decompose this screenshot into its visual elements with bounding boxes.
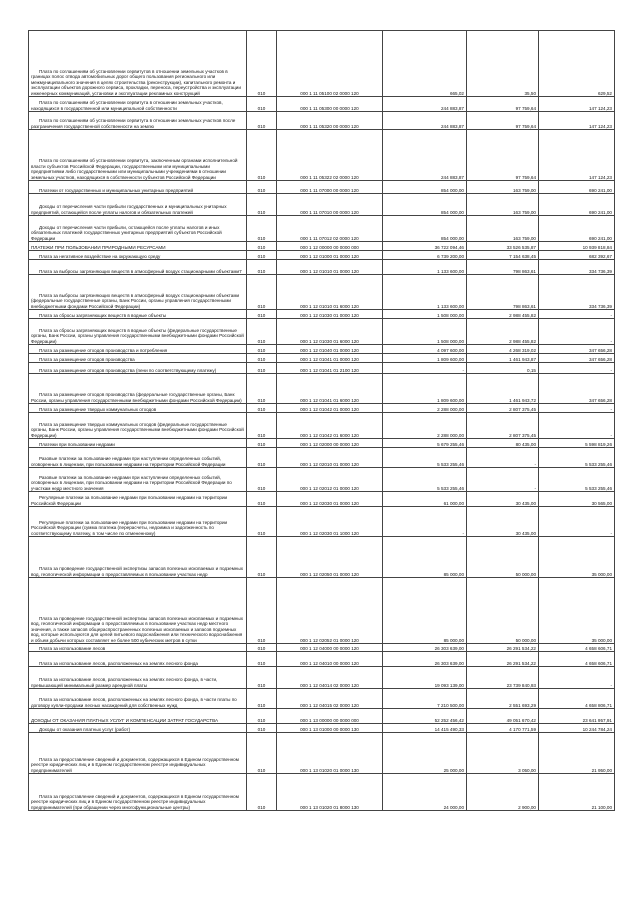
row-rest: 147 124,23 (539, 112, 615, 130)
row-plan: 244 883,87 (383, 130, 467, 181)
row-code: 010 (247, 374, 277, 404)
row-exec: 30 435,00 (467, 492, 539, 507)
table-row (29, 363, 615, 374)
row-exec: 1 461 943,72 (467, 374, 539, 404)
row-name: Плата за размещение твердых коммунальных отходов (федеральные государственные органы, Банк России, органы управления государственными внебюджетными фондами Российской Федерации) (29, 413, 247, 439)
table-row (29, 251, 615, 260)
row-name: Доходы от перечисления части прибыли, остающейся после уплаты налогов и иных обязательных платежей государственных унитарных предприятий субъектов Российской Федерации (29, 216, 247, 242)
row-code: 010 (247, 448, 277, 468)
table-row (29, 216, 615, 242)
table-row (29, 275, 615, 310)
row-kbk: 000 1 11 05322 02 0000 120 (277, 130, 383, 181)
row-kbk: 000 1 12 02030 01 0000 120 (277, 492, 383, 507)
row-code: 010 (247, 774, 277, 811)
row-name: Разовые платежи за пользование недрами при наступлении определенных событий, оговоренных в лицензии, при пользовании недрами на территории Российской Федерации по участкам недр местного значения (29, 468, 247, 492)
row-exec: 23 739 840,93 (467, 667, 539, 689)
row-rest: 21 100,00 (539, 774, 615, 811)
row-rest: 23 641 957,91 (539, 709, 615, 724)
row-plan: 2 288 000,00 (383, 413, 467, 439)
row-name: Плата по соглашениям об установлении сервитута, заключенным органами исполнительной власти субъектов Российской Федерации, государственными или муниципальными предприятиями либо государственными или муниципальными учреждениями в отношении земельных участков, находящихся в собственности субъектов Российской Федерации (29, 130, 247, 181)
row-exec: 0,15 (467, 363, 539, 374)
row-name: Плата за выбросы загрязняющих веществ в атмосферный воздух стационарными объектами7 (29, 260, 247, 275)
row-plan: 6 739 200,00 (383, 251, 467, 260)
row-code: 010 (247, 404, 277, 413)
row-exec: 2 807 375,45 (467, 404, 539, 413)
table-row (29, 242, 615, 251)
row-plan: 1 508 000,00 (383, 319, 467, 345)
row-rest: - (539, 413, 615, 439)
row-kbk: 000 1 12 01041 01 6000 120 (277, 374, 383, 404)
row-code: 010 (247, 709, 277, 724)
row-name: Плата за проведение государственной экспертизы запасов полезных ископаемых и подземных вод, геологической информации о предоставляемых в пользование участках недр местного значения, а также запасов общераспространенных полезных ископаемых и запасов подземных вод, которые используются для целей питьевого водоснабжения или технического водоснабжения и объем добычи которых составляет не более 500 кубических метров в сутки (29, 578, 247, 644)
row-rest: - (539, 363, 615, 374)
row-code: 010 (247, 413, 277, 439)
row-exec: 798 863,61 (467, 260, 539, 275)
table-row (29, 578, 615, 644)
row-plan: 1 809 600,00 (383, 374, 467, 404)
row-name: Регулярные платежи за пользование недрами при пользовании недрами на территории Российской Федерации (29, 492, 247, 507)
row-plan: 25 000,00 (383, 733, 467, 774)
row-kbk: 000 1 12 01010 01 6000 120 (277, 275, 383, 310)
row-code: 010 (247, 130, 277, 181)
table-row (29, 97, 615, 112)
row-plan: - (383, 507, 467, 537)
row-plan: 24 000,00 (383, 774, 467, 811)
table-row (29, 354, 615, 363)
row-exec: 2 900,00 (467, 774, 539, 811)
table-row (29, 468, 615, 492)
table-row (29, 439, 615, 448)
row-exec: 26 291 534,22 (467, 644, 539, 652)
row-code: 010 (247, 724, 277, 733)
row-kbk: 000 1 12 01041 01 0000 120 (277, 354, 383, 363)
row-rest: 334 736,39 (539, 260, 615, 275)
row-kbk: 000 1 11 07010 00 0000 120 (277, 194, 383, 216)
row-code: 010 (247, 644, 277, 652)
row-code: 010 (247, 112, 277, 130)
row-kbk: 000 1 11 07012 02 0000 120 (277, 216, 383, 242)
row-name: Плата за сбросы загрязняющих веществ в водные объекты (29, 310, 247, 319)
row-name: Плата за размещение отходов производства (29, 354, 247, 363)
row-rest: 10 939 818,84 (539, 242, 615, 251)
row-rest: 4 658 606,71 (539, 652, 615, 667)
row-name: Доходы от перечисления части прибыли государственных и муниципальных унитарных предприятий, остающейся после уплаты налогов и обязательных платежей (29, 194, 247, 216)
row-code: 010 (247, 31, 277, 97)
row-exec: - (467, 468, 539, 492)
table-row (29, 130, 615, 181)
row-name: Плата по соглашениям об установлении сервитута в отношении земельных участков после разграничения государственной собственности на землю (29, 112, 247, 130)
row-name: Плата за размещение отходов производства (пени по соответствующему платежу) (29, 363, 247, 374)
row-name: Плата за использование лесов, расположенных на землях лесного фонда (29, 652, 247, 667)
row-exec: 2 988 455,82 (467, 319, 539, 345)
row-kbk: 000 1 12 02010 01 0000 120 (277, 448, 383, 468)
row-name: Плата за использование лесов, расположенных на землях лесного фонда, в части, превышающей минимальный размер арендной платы (29, 667, 247, 689)
row-kbk: 000 1 13 00000 00 0000 000 (277, 709, 383, 724)
table-row (29, 709, 615, 724)
row-rest: 35 000,00 (539, 578, 615, 644)
row-exec: 97 759,64 (467, 130, 539, 181)
row-name: Плата за использование лесов (29, 644, 247, 652)
row-rest: 21 950,00 (539, 733, 615, 774)
row-plan: 854 000,00 (383, 216, 467, 242)
row-code: 010 (247, 260, 277, 275)
row-rest: 334 736,39 (539, 275, 615, 310)
row-rest: 629,52 (539, 31, 615, 97)
table-row (29, 507, 615, 537)
row-code: 010 (247, 363, 277, 374)
row-exec: 97 759,64 (467, 97, 539, 112)
row-exec: 3 050,00 (467, 733, 539, 774)
row-kbk: 000 1 12 04010 00 0000 120 (277, 652, 383, 667)
table-row (29, 194, 615, 216)
row-code: 010 (247, 345, 277, 354)
row-kbk: 000 1 12 02050 01 0000 120 (277, 537, 383, 578)
row-plan: 26 303 639,00 (383, 644, 467, 652)
row-kbk: 000 1 13 01020 01 0000 130 (277, 733, 383, 774)
row-rest: 35 000,00 (539, 537, 615, 578)
row-exec: 35,50 (467, 31, 539, 97)
row-exec: 50 000,00 (467, 537, 539, 578)
table-row (29, 404, 615, 413)
row-rest: - (539, 310, 615, 319)
row-name: Плата за использование лесов, расположенных на землях лесного фонда, в части платы по договору купли-продажи лесных насаждений для собственных нужд (29, 689, 247, 709)
row-plan: 85 000,00 (383, 537, 467, 578)
row-exec: 7 154 638,45 (467, 251, 539, 260)
row-rest: 10 244 784,24 (539, 724, 615, 733)
table-row (29, 319, 615, 345)
row-code: 010 (247, 242, 277, 251)
row-code: 010 (247, 507, 277, 537)
row-exec: 2 551 693,29 (467, 689, 539, 709)
row-plan: 1 809 600,00 (383, 354, 467, 363)
row-code: 010 (247, 439, 277, 448)
row-name: ДОХОДЫ ОТ ОКАЗАНИЯ ПЛАТНЫХ УСЛУГ И КОМПЕНСАЦИИ ЗАТРАТ ГОСУДАРСТВА (29, 709, 247, 724)
row-code: 010 (247, 275, 277, 310)
row-plan: 5 679 255,46 (383, 439, 467, 448)
row-code: 010 (247, 354, 277, 363)
row-exec: 30 435,00 (467, 507, 539, 537)
row-name: Плата за предоставление сведений и документов, содержащихся в Едином государственном реестре юридических лиц и в Едином государственном реестре индивидуальных предпринимателей (при обращении через многофункциональные центры) (29, 774, 247, 811)
row-rest: 5 598 819,26 (539, 439, 615, 448)
table-row (29, 413, 615, 439)
table-row (29, 345, 615, 354)
row-kbk: 000 1 12 01010 01 0000 120 (277, 260, 383, 275)
row-exec: 49 051 670,42 (467, 709, 539, 724)
row-name: Плата за негативное воздействие на окружающую среду (29, 251, 247, 260)
row-kbk: 000 1 12 01000 01 0000 120 (277, 251, 383, 260)
table-row (29, 374, 615, 404)
row-code: 010 (247, 468, 277, 492)
row-rest: 147 124,23 (539, 130, 615, 181)
table-row (29, 448, 615, 468)
row-plan: 1 133 600,00 (383, 275, 467, 310)
row-plan: 854 000,00 (383, 181, 467, 194)
row-name: Плата за размещение отходов производства (федеральные государственные органы, Банк России, органы управления государственными внебюджетными фондами Российской Федерации) (29, 374, 247, 404)
row-rest: 5 533 255,46 (539, 448, 615, 468)
row-exec: 798 863,61 (467, 275, 539, 310)
row-code: 010 (247, 181, 277, 194)
row-name: Платежи при пользовании недрами (29, 439, 247, 448)
row-rest: - (539, 319, 615, 345)
row-exec: 4 268 319,02 (467, 345, 539, 354)
row-code: 010 (247, 578, 277, 644)
row-kbk: 000 1 12 04015 02 0000 120 (277, 689, 383, 709)
row-exec: 97 759,64 (467, 112, 539, 130)
row-rest: 4 658 606,71 (539, 644, 615, 652)
table-row (29, 644, 615, 652)
row-rest: 347 656,28 (539, 374, 615, 404)
row-name: Плата по соглашениям об установлении сервитутов в отношении земельных участков в границах полос отвода автомобильных дорог общего пользования регионального или межмуниципального значения в целях строительства (реконструкции), капитального ремонта и эксплуатации объектов дорожного сервиса, прокладки, переноса, переустройства и эксплуатации инженерных коммуникаций, установки и эксплуатации рекламных конструкций (29, 31, 247, 97)
row-exec: 2 988 455,82 (467, 310, 539, 319)
row-name: Плата за предоставление сведений и документов, содержащихся в Едином государственном реестре юридических лиц и в Едином государственном реестре индивидуальных предпринимателей (29, 733, 247, 774)
row-rest: 690 241,00 (539, 194, 615, 216)
row-plan: 1 508 000,00 (383, 310, 467, 319)
row-code: 010 (247, 537, 277, 578)
row-exec: 1 461 943,87 (467, 354, 539, 363)
row-name: Плата за размещение отходов производства и потребления (29, 345, 247, 354)
row-rest: 4 658 806,71 (539, 689, 615, 709)
row-name: Плата за проведение государственной экспертизы запасов полезных ископаемых и подземных вод, геологической информации о предоставляемых в пользование участках недр (29, 537, 247, 578)
row-plan: 52 252 456,42 (383, 709, 467, 724)
table-row (29, 724, 615, 733)
revenue-table-body (29, 31, 615, 811)
table-row (29, 689, 615, 709)
row-plan: 36 722 094,46 (383, 242, 467, 251)
revenue-table (28, 30, 615, 811)
row-rest: 5 533 255,46 (539, 468, 615, 492)
row-kbk: 000 1 12 04014 02 0000 120 (277, 667, 383, 689)
row-name: Платежи от государственных и муниципальных унитарных предприятий (29, 181, 247, 194)
row-kbk: 000 1 13 01020 01 8000 130 (277, 774, 383, 811)
row-kbk: 000 1 12 04000 00 0000 120 (277, 644, 383, 652)
row-name: Плата за сбросы загрязняющих веществ в водные объекты (федеральные государственные органы, Банк России, органы управления государственными внебюджетными фондами Российской Федерации) (29, 319, 247, 345)
row-plan: 5 533 255,46 (383, 448, 467, 468)
row-kbk: 000 1 12 01030 01 0000 120 (277, 310, 383, 319)
row-name: Плата за выбросы загрязняющих веществ в атмосферный воздух стационарными объектами (федеральные государственные органы, Банк России, органы управления государственными внебюджетными фондами Российской Федерации) (29, 275, 247, 310)
row-kbk: 000 1 11 05100 02 0000 120 (277, 31, 383, 97)
table-row (29, 667, 615, 689)
row-kbk: 000 1 11 05300 00 0000 120 (277, 97, 383, 112)
row-rest: - (539, 667, 615, 689)
row-code: 010 (247, 216, 277, 242)
row-exec: 2 807 375,45 (467, 413, 539, 439)
row-exec: 163 759,00 (467, 216, 539, 242)
table-row (29, 492, 615, 507)
row-plan: 244 883,87 (383, 97, 467, 112)
table-row (29, 112, 615, 130)
row-kbk: 000 1 12 02000 00 0000 120 (277, 439, 383, 448)
row-kbk: 000 1 11 07000 00 0000 120 (277, 181, 383, 194)
row-plan: 1 133 600,00 (383, 260, 467, 275)
table-row (29, 774, 615, 811)
row-rest: 147 124,23 (539, 97, 615, 112)
row-code: 010 (247, 733, 277, 774)
row-kbk: 000 1 12 02030 01 1000 120 (277, 507, 383, 537)
row-plan: - (383, 363, 467, 374)
row-rest: - (539, 404, 615, 413)
row-kbk: 000 1 12 02012 01 0000 120 (277, 468, 383, 492)
row-plan: 14 415 490,33 (383, 724, 467, 733)
row-code: 010 (247, 319, 277, 345)
row-name: Разовые платежи за пользование недрами при наступлении определенных событий, оговоренных в лицензии, при пользовании недрами на территории Российской Федерации (29, 448, 247, 468)
row-exec: - (467, 448, 539, 468)
row-plan: 5 533 255,46 (383, 468, 467, 492)
row-name: Регулярные платежи за пользование недрами при пользовании недрами на территории Российской Федерации (сумма платежа (перерасчеты, недоимка и задолженность по соответствующему платежу, в том числе по отмененному) (29, 507, 247, 537)
row-code: 010 (247, 667, 277, 689)
row-name: ПЛАТЕЖИ ПРИ ПОЛЬЗОВАНИИ ПРИРОДНЫМИ РЕСУРСАМИ (29, 242, 247, 251)
row-plan: 665,02 (383, 31, 467, 97)
row-kbk: 000 1 12 01040 01 0000 120 (277, 345, 383, 354)
row-plan: 85 000,00 (383, 578, 467, 644)
row-exec: 80 435,00 (467, 439, 539, 448)
row-rest: 347 656,28 (539, 345, 615, 354)
row-rest: 690 241,00 (539, 181, 615, 194)
row-name: Плата по соглашениям об установлении сервитута в отношении земельных участков, находящихся в государственной или муниципальной собственности (29, 97, 247, 112)
table-row (29, 181, 615, 194)
table-row (29, 31, 615, 97)
row-name: Доходы от оказания платных услуг (работ) (29, 724, 247, 733)
row-plan: 61 000,00 (383, 492, 467, 507)
row-exec: 50 000,00 (467, 578, 539, 644)
row-exec: 163 759,00 (467, 181, 539, 194)
row-kbk: 000 1 12 01030 01 6000 120 (277, 319, 383, 345)
row-code: 010 (247, 251, 277, 260)
row-plan: 19 093 139,00 (383, 667, 467, 689)
row-code: 010 (247, 310, 277, 319)
row-exec: 33 526 535,87 (467, 242, 539, 251)
row-rest: 690 241,00 (539, 216, 615, 242)
table-row (29, 733, 615, 774)
row-kbk: 000 1 12 01042 01 6000 120 (277, 413, 383, 439)
table-row (29, 260, 615, 275)
row-exec: 26 291 534,22 (467, 652, 539, 667)
row-kbk: 000 1 12 00000 00 0000 000 (277, 242, 383, 251)
table-row (29, 310, 615, 319)
row-code: 010 (247, 689, 277, 709)
row-plan: 4 097 600,00 (383, 345, 467, 354)
table-row (29, 537, 615, 578)
row-rest: 347 656,28 (539, 354, 615, 363)
row-plan: 26 303 639,00 (383, 652, 467, 667)
row-rest: 682 392,67 (539, 251, 615, 260)
row-code: 010 (247, 194, 277, 216)
row-exec: 163 759,00 (467, 194, 539, 216)
row-kbk: 000 1 13 01000 00 0000 130 (277, 724, 383, 733)
row-code: 010 (247, 652, 277, 667)
table-row (29, 652, 615, 667)
row-kbk: 000 1 12 02052 01 0000 120 (277, 578, 383, 644)
row-plan: 854 000,00 (383, 194, 467, 216)
row-kbk: 000 1 11 05320 00 0000 120 (277, 112, 383, 130)
row-kbk: 000 1 12 01041 01 2100 120 (277, 363, 383, 374)
row-plan: 244 883,87 (383, 112, 467, 130)
row-code: 010 (247, 97, 277, 112)
row-rest: - (539, 507, 615, 537)
row-rest: 30 565,00 (539, 492, 615, 507)
row-code: 010 (247, 492, 277, 507)
row-exec: 4 170 771,59 (467, 724, 539, 733)
report-sheet (28, 30, 614, 811)
row-name: Плата за размещение твердых коммунальных отходов (29, 404, 247, 413)
row-plan: 2 288 000,00 (383, 404, 467, 413)
row-plan: 7 210 500,00 (383, 689, 467, 709)
row-kbk: 000 1 12 01042 01 0000 120 (277, 404, 383, 413)
